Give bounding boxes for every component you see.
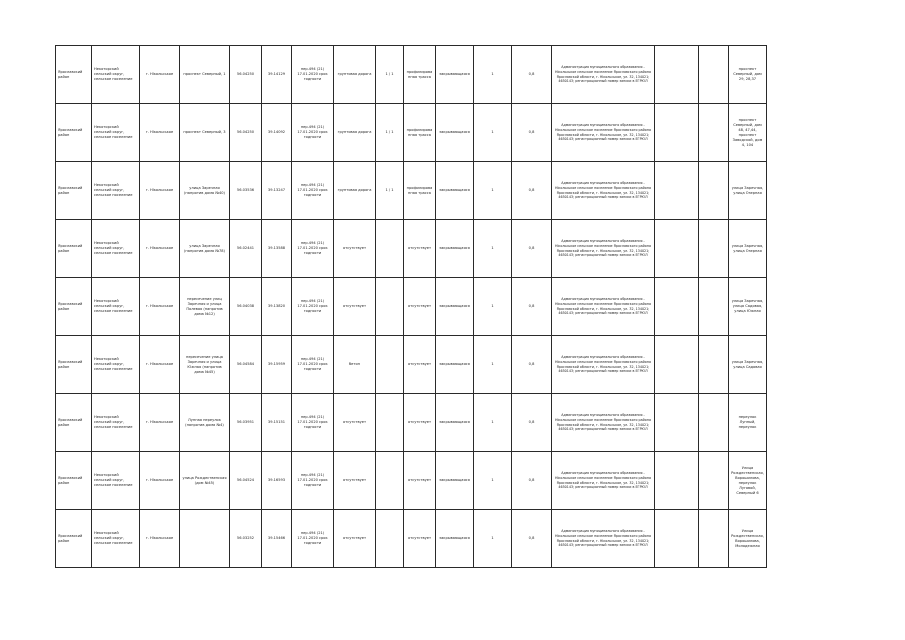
cell-base-type: профилированная трасса (404, 162, 436, 220)
cell-volume: 0,8 (512, 104, 552, 162)
cell-volume: 0,8 (512, 220, 552, 278)
cell-settlement: Некоторский сельский округ, сельское поселение (92, 220, 140, 278)
cell-surface-type: грунтовая дорога (334, 162, 376, 220)
cell-extra-2 (699, 394, 729, 452)
cell-base-type: отсутствует (404, 336, 436, 394)
cell-container-type: закрывающаяся (436, 278, 474, 336)
cell-longitude: 39.13820 (262, 278, 292, 336)
cell-served-objects: улица Заречная, улица Садовая (729, 336, 767, 394)
cell-latitude: 56.04584 (230, 336, 262, 394)
cell-address: улица Заречная (напротив дома №78) (180, 220, 230, 278)
cell-extra-1 (655, 278, 699, 336)
cell-surface-type: отсутствует (334, 452, 376, 510)
cell-served-objects: проспект Северный, дом 29, 28,37 (729, 46, 767, 104)
cell-latitude: 56.03536 (230, 162, 262, 220)
cell-district: Ярославский район (56, 510, 92, 568)
cell-base-type: отсутствует (404, 394, 436, 452)
cell-address: пересечение улиц Заречная и улица Полевая (напротив дома №12) (180, 278, 230, 336)
table-row (56, 46, 767, 104)
cell-container-count: 1 (474, 394, 512, 452)
cell-locality: г. Нікольськое (140, 394, 180, 452)
cell-registry-ref: пер.494 (21) 17.01.2020 срок годности (292, 278, 334, 336)
cell-address: Лунная переулок (напротив дома №4) (180, 394, 230, 452)
cell-extra-1 (655, 394, 699, 452)
cell-extra-2 (699, 220, 729, 278)
cell-base-type: отсутствует (404, 452, 436, 510)
cell-served-objects: переулок Лунный, переулок (729, 394, 767, 452)
cell-owner-info: Администрация муниципального образования - Нікольськое сельское поселение Ярославского района Ярославской области, г. Нікольськое, ул. 32, 134021; 4650143; регистрационный номер записи в ЕГРЮЛ (552, 162, 655, 220)
cell-volume: 0,8 (512, 278, 552, 336)
cell-base-type: профилированная трасса (404, 104, 436, 162)
cell-extra-1 (655, 336, 699, 394)
table-row (56, 394, 767, 452)
cell-longitude: 39.13247 (262, 162, 292, 220)
cell-container-count: 1 (474, 162, 512, 220)
cell-container-type: закрывающаяся (436, 452, 474, 510)
cell-container-type: закрывающаяся (436, 220, 474, 278)
cell-owner-info: Администрация муниципального образования - Нікольськое сельское поселение Ярославского района Ярославской области, г. Нікольськое, ул. 32, 134021; 4650143; регистрационный номер записи в ЕГРЮЛ (552, 278, 655, 336)
cell-surface-type: отсутствует (334, 510, 376, 568)
cell-base-type: профилированная трасса (404, 46, 436, 104)
cell-extra-1 (655, 220, 699, 278)
cell-locality: г. Нікольськое (140, 46, 180, 104)
cell-latitude: 56.04524 (230, 452, 262, 510)
cell-volume: 0,8 (512, 394, 552, 452)
cell-extra-1 (655, 104, 699, 162)
cell-longitude: 39.15151 (262, 394, 292, 452)
cell-registry-ref: пер.494 (21) 17.01.2020 срок годности (292, 220, 334, 278)
cell-owner-info: Администрация муниципального образования - Нікольськое сельское поселение Ярославского района Ярославской области, г. Нікольськое, ул. 32, 134021; 4650143; регистрационный номер записи в ЕГРЮЛ (552, 46, 655, 104)
cell-count (376, 278, 404, 336)
cell-count: 1 / 1 (376, 104, 404, 162)
cell-locality: г. Нікольськое (140, 452, 180, 510)
cell-count: 1 / 1 (376, 46, 404, 104)
cell-registry-ref: пер.494 (21) 17.01.2020 срок годности (292, 46, 334, 104)
cell-latitude: 56.02441 (230, 220, 262, 278)
registry-table (55, 45, 767, 568)
cell-settlement: Некоторский сельский округ, сельское поселение (92, 452, 140, 510)
cell-surface-type: отсутствует (334, 220, 376, 278)
cell-container-count: 1 (474, 278, 512, 336)
cell-address: улица Заречная (напротив дома №40) (180, 162, 230, 220)
cell-registry-ref: пер.494 (21) 17.01.2020 срок годности (292, 452, 334, 510)
cell-served-objects: улица Заречная, улица Озерная (729, 162, 767, 220)
cell-settlement: Некоторский сельский округ, сельское поселение (92, 162, 140, 220)
cell-locality: г. Нікольськое (140, 104, 180, 162)
cell-settlement: Некоторский сельский округ, сельское поселение (92, 278, 140, 336)
cell-settlement: Некоторский сельский округ, сельское поселение (92, 510, 140, 568)
cell-volume: 0,8 (512, 510, 552, 568)
cell-address: пересечение улица Заречная и улица Южная (напротив дома №45) (180, 336, 230, 394)
cell-container-type: закрывающаяся (436, 104, 474, 162)
cell-container-count: 1 (474, 46, 512, 104)
cell-latitude: 56.03252 (230, 510, 262, 568)
cell-extra-2 (699, 104, 729, 162)
cell-container-type: закрывающаяся (436, 510, 474, 568)
cell-settlement: Некоторский сельский округ, сельское поселение (92, 394, 140, 452)
cell-container-count: 1 (474, 452, 512, 510)
cell-address: проспект Северный, 1 (180, 46, 230, 104)
cell-district: Ярославский район (56, 336, 92, 394)
cell-longitude: 39.14129 (262, 46, 292, 104)
cell-surface-type: отсутствует (334, 278, 376, 336)
cell-container-type: закрывающаяся (436, 46, 474, 104)
cell-surface-type: грунтовая дорога (334, 104, 376, 162)
cell-district: Ярославский район (56, 394, 92, 452)
cell-settlement: Некоторский сельский округ, сельское поселение (92, 104, 140, 162)
cell-container-count: 1 (474, 336, 512, 394)
cell-locality: г. Нікольськое (140, 220, 180, 278)
cell-base-type: отсутствует (404, 220, 436, 278)
cell-surface-type: отсутствует (334, 394, 376, 452)
cell-base-type: отсутствует (404, 510, 436, 568)
cell-container-type: закрывающаяся (436, 162, 474, 220)
table-row (56, 336, 767, 394)
cell-latitude: 56.04038 (230, 278, 262, 336)
cell-longitude: 39.13588 (262, 220, 292, 278)
cell-owner-info: Администрация муниципального образования - Нікольськое сельское поселение Ярославского района Ярославской области, г. Нікольськое, ул. 32, 134021; 4650143; регистрационный номер записи в ЕГРЮЛ (552, 336, 655, 394)
cell-extra-1 (655, 452, 699, 510)
cell-surface-type: грунтовая дорога (334, 46, 376, 104)
cell-served-objects: улица Заречная, улица Озерная (729, 220, 767, 278)
cell-container-count: 1 (474, 510, 512, 568)
cell-owner-info: Администрация муниципального образования - Нікольськое сельское поселение Ярославского района Ярославской области, г. Нікольськое, ул. 32, 134021; 4650143; регистрационный номер записи в ЕГРЮЛ (552, 394, 655, 452)
cell-count (376, 394, 404, 452)
cell-district: Ярославский район (56, 220, 92, 278)
cell-extra-2 (699, 46, 729, 104)
table-row (56, 278, 767, 336)
cell-district: Ярославский район (56, 452, 92, 510)
table-row (56, 452, 767, 510)
cell-volume: 0,8 (512, 46, 552, 104)
cell-address: улица Рождественская (дом №45) (180, 452, 230, 510)
cell-served-objects: Улица Рождественская, Ворошилова, переулок Луговой, Северный 6 (729, 452, 767, 510)
cell-longitude: 39.15959 (262, 336, 292, 394)
cell-surface-type: бетон (334, 336, 376, 394)
cell-container-type: закрывающаяся (436, 336, 474, 394)
cell-extra-2 (699, 162, 729, 220)
cell-settlement: Некоторский сельский округ, сельское поселение (92, 46, 140, 104)
cell-volume: 0,8 (512, 162, 552, 220)
cell-latitude: 56.03951 (230, 394, 262, 452)
table-row (56, 510, 767, 568)
cell-district: Ярославский район (56, 46, 92, 104)
cell-served-objects: проспект Северный, дом 48, 47,44, проспект Заводской, дом 4, 104 (729, 104, 767, 162)
cell-volume: 0,8 (512, 336, 552, 394)
cell-address: проспект Северный, 3 (180, 104, 230, 162)
cell-container-count: 1 (474, 104, 512, 162)
cell-longitude: 39.14092 (262, 104, 292, 162)
cell-extra-1 (655, 46, 699, 104)
cell-count: 1 / 1 (376, 162, 404, 220)
cell-latitude: 56.04250 (230, 104, 262, 162)
cell-container-type: закрывающаяся (436, 394, 474, 452)
cell-settlement: Некоторский сельский округ, сельское поселение (92, 336, 140, 394)
cell-extra-1 (655, 162, 699, 220)
cell-registry-ref: пер.494 (21) 17.01.2020 срок годности (292, 104, 334, 162)
table-row (56, 162, 767, 220)
cell-extra-2 (699, 336, 729, 394)
cell-extra-2 (699, 452, 729, 510)
cell-locality: г. Нікольськое (140, 162, 180, 220)
registry-table-body (56, 46, 767, 568)
table-row (56, 220, 767, 278)
cell-served-objects: Улица Рождественская, Ворошилова, Молодежная (729, 510, 767, 568)
cell-extra-2 (699, 278, 729, 336)
cell-registry-ref: пер.494 (21) 17.01.2020 срок годности (292, 162, 334, 220)
cell-latitude: 56.04250 (230, 46, 262, 104)
cell-base-type: отсутствует (404, 278, 436, 336)
cell-count (376, 336, 404, 394)
cell-locality: г. Нікольськое (140, 278, 180, 336)
cell-owner-info: Администрация муниципального образования - Нікольськое сельское поселение Ярославского района Ярославской области, г. Нікольськое, ул. 32, 134021; 4650143; регистрационный номер записи в ЕГРЮЛ (552, 220, 655, 278)
cell-owner-info: Администрация муниципального образования - Нікольськое сельское поселение Ярославского района Ярославской области, г. Нікольськое, ул. 32, 134021; 4650143; регистрационный номер записи в ЕГРЮЛ (552, 104, 655, 162)
cell-locality: г. Нікольськое (140, 510, 180, 568)
cell-longitude: 39.15466 (262, 510, 292, 568)
table-row (56, 104, 767, 162)
cell-district: Ярославский район (56, 278, 92, 336)
cell-extra-2 (699, 510, 729, 568)
cell-owner-info: Администрация муниципального образования - Нікольськое сельское поселение Ярославского района Ярославской области, г. Нікольськое, ул. 32, 134021; 4650143; регистрационный номер записи в ЕГРЮЛ (552, 510, 655, 568)
cell-registry-ref: пер.494 (21) 17.01.2020 срок годности (292, 336, 334, 394)
cell-longitude: 39.16593 (262, 452, 292, 510)
cell-locality: г. Нікольськое (140, 336, 180, 394)
cell-district: Ярославский район (56, 104, 92, 162)
cell-registry-ref: пер.494 (21) 17.01.2020 срок годности (292, 510, 334, 568)
cell-container-count: 1 (474, 220, 512, 278)
cell-count (376, 510, 404, 568)
cell-owner-info: Администрация муниципального образования - Нікольськое сельское поселение Ярославского района Ярославской области, г. Нікольськое, ул. 32, 134021; 4650143; регистрационный номер записи в ЕГРЮЛ (552, 452, 655, 510)
cell-count (376, 220, 404, 278)
cell-served-objects: улица Заречная, улица Садовая, улица Южная (729, 278, 767, 336)
cell-volume: 0,8 (512, 452, 552, 510)
cell-count (376, 452, 404, 510)
cell-registry-ref: пер.494 (21) 17.01.2020 срок годности (292, 394, 334, 452)
cell-extra-1 (655, 510, 699, 568)
cell-address (180, 510, 230, 568)
cell-district: Ярославский район (56, 162, 92, 220)
